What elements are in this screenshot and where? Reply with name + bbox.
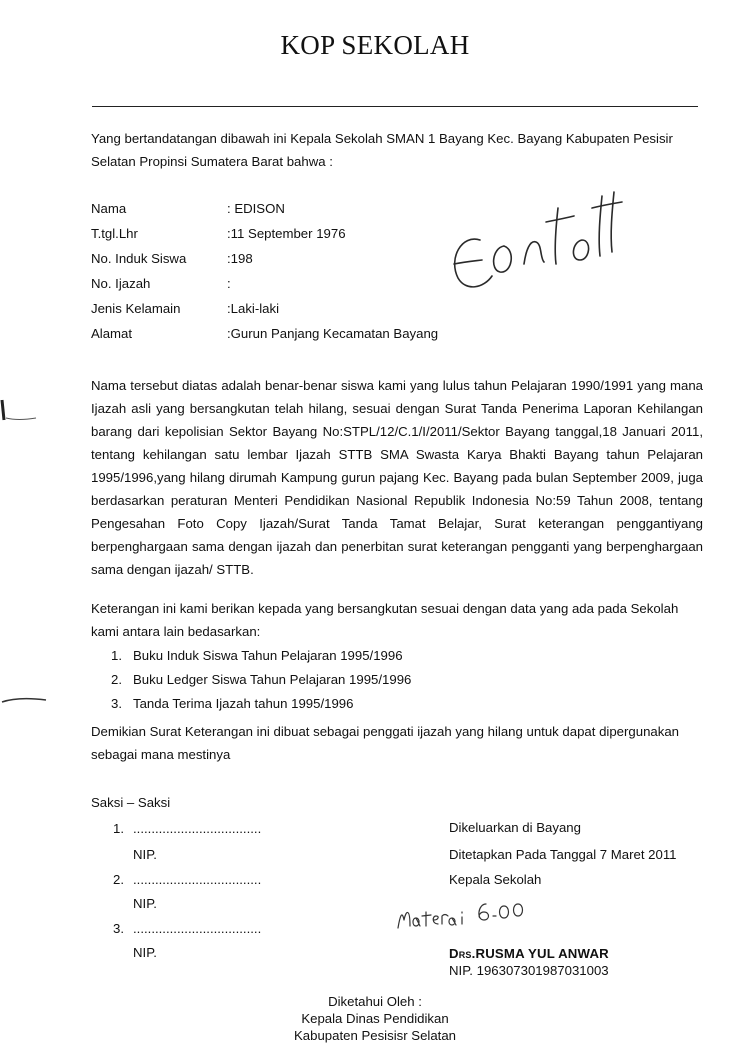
field-label: Jenis Kelamain (91, 301, 181, 316)
acknowledgement-heading: Diketahui Oleh : (328, 994, 422, 1009)
field-value: : EDISON (227, 201, 285, 216)
main-paragraph: Nama tersebut diatas adalah benar-benar siswa kami yang lulus tahun Pelajaran 1990/1991 yang mana Ijazah asli yang bersangkutan telah hilang, sesuai dengan Surat Tanda Penerima Laporan Kehilangan barang dari kepolisian Sektor Bayang No:STPL/12/C.1/I/2011/Sektor Bayang tanggal,18 Januari 2011, tentang kehilangan satu lembar Ijazah STTB SMA Swasta Karya Bhakti Bayang tahun Pelajaran 1995/1996,yang hilang dirumah Kampung gurun pajang Kec. Bayang pada bulan September 2009, juga berdasarkan peraturan Menteri Pendidikan Nasional Republik Indonesia No:59 Tahun 2008, tentang Pengesahan Foto Copy Ijazah/Surat Tanda Tamat Belajar, Surat keterangan penggantiyang berpenghargaan sama dengan ijazah dan penerbitan surat keterangan pengganti yang berpenghargaan sama dengan ijazah/ STTB. (91, 378, 703, 577)
list-item-text: Buku Induk Siswa Tahun Pelajaran 1995/1996 (133, 648, 403, 663)
acknowledgement-office: Kepala Dinas Pendidikan (301, 1011, 449, 1026)
issued-date: Ditetapkan Pada Tanggal 7 Maret 2011 (449, 847, 677, 862)
field-label: No. Induk Siswa (91, 251, 187, 266)
witness-heading: Saksi – Saksi (91, 795, 171, 810)
punch-hole-mark-icon (0, 690, 50, 710)
handwritten-sample-mark-icon (440, 178, 630, 308)
punch-hole-mark-icon (0, 398, 40, 428)
handwritten-stamp-duty-note-icon (394, 888, 534, 938)
list-item-number: 3. (111, 696, 122, 711)
field-label: No. Ijazah (91, 276, 151, 291)
signer-nip: NIP. 196307301987031003 (449, 963, 609, 978)
witness-signature-line: ................................... (133, 872, 262, 887)
list-item-number: 2. (111, 672, 122, 687)
header-divider (92, 106, 698, 107)
witness-number: 1. (113, 821, 124, 836)
field-value: :198 (227, 251, 253, 266)
field-value: :Laki-laki (227, 301, 280, 316)
closing-statement: Demikian Surat Keterangan ini dibuat sebagai penggati ijazah yang hilang untuk dapat dipergunakan sebagai mana mestinya (91, 724, 679, 762)
field-value: :11 September 1976 (227, 226, 346, 241)
intro-line-1: Yang bertandatangan dibawah ini Kepala Sekolah SMAN 1 Bayang Kec. Bayang Kabupaten Pesisir (91, 131, 673, 146)
acknowledgement-region: Kabupaten Pesisisr Selatan (293, 1028, 457, 1043)
witness-number: 2. (113, 872, 124, 887)
letterhead-title: KOP SEKOLAH (280, 30, 470, 60)
signer-role: Kepala Sekolah (449, 872, 542, 887)
list-item-text: Tanda Terima Ijazah tahun 1995/1996 (133, 696, 354, 711)
intro-line-2: Selatan Propinsi Sumatera Barat bahwa : (91, 154, 333, 169)
witness-signature-line: ................................... (133, 921, 262, 936)
signer-name: Drs.RUSMA YUL ANWAR (449, 946, 609, 961)
witness-nip: NIP. (133, 896, 157, 911)
witness-nip: NIP. (133, 945, 157, 960)
field-value: : (227, 276, 231, 291)
basis-paragraph: Keterangan ini kami berikan kepada yang bersangkutan sesuai dengan data yang ada pada Sekolah kami antara lain bedasarkan: (91, 601, 679, 639)
field-label: Alamat (91, 326, 133, 341)
list-item-text: Buku Ledger Siswa Tahun Pelajaran 1995/1996 (133, 672, 412, 687)
witness-nip: NIP. (133, 847, 157, 862)
issued-place: Dikeluarkan di Bayang (449, 820, 581, 835)
acknowledgement-block (0, 993, 750, 1044)
intro-text (91, 127, 703, 173)
witness-number: 3. (113, 921, 124, 936)
field-label: T.tgl.Lhr (91, 226, 138, 241)
witness-signature-line: ................................... (133, 821, 262, 836)
field-value: :Gurun Panjang Kecamatan Bayang (227, 326, 439, 341)
field-label: Nama (91, 201, 127, 216)
list-item-number: 1. (111, 648, 122, 663)
